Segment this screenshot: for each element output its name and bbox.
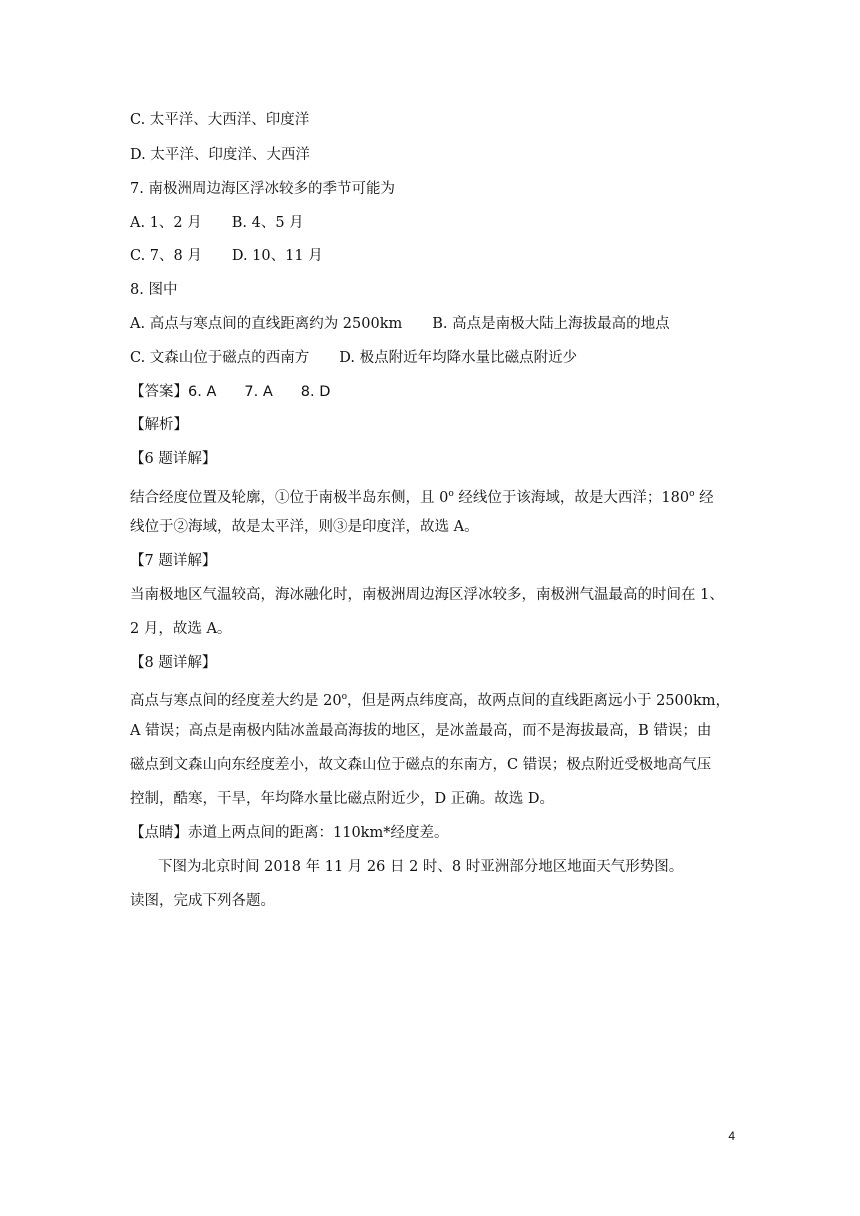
detail7-line2: 2 月，故选 A。 [130,621,232,637]
detail8-line1 [130,687,730,711]
detail7-line1: 当南极地区气温较高，海冰融化时，南极洲周边海区浮冰较多，南极洲气温最高的时间在 1、 [130,587,724,603]
detail6-text-a: 结合经度位置及轮廓，①位于南极半岛东侧，且 0 [130,490,449,506]
q8-option-a: A. 高点与寒点间的直线距离约为 2500km [130,316,403,332]
next-intro-line2: 读图，完成下列各题。 [130,893,275,909]
q8-stem: 8. 图中 [130,282,178,298]
answer-line [130,382,330,402]
detail8-text-b: ，但是两点纬度高，故两点间的直线距离远小于 2500km， [346,693,731,709]
q7-option-a: A. 1、2 月 [130,215,202,231]
tip-label: 【点睛】 [130,825,188,841]
tip-line [130,823,448,843]
answer-6: 6. A [188,384,217,400]
answer-label: 【答案】 [130,384,188,400]
q8-option-c: C. 文森山位于磁点的西南方 [130,350,310,366]
q6-option-c: C. 太平洋、大西洋、印度洋 [130,112,310,128]
degree-mark: o [341,692,347,702]
q7-option-b: B. 4、5 月 [231,215,304,231]
detail8-text-a: 高点与寒点间的经度差大约是 20 [130,693,342,709]
page-number: 4 [728,1129,735,1143]
detail6-label: 【6 题详解】 [130,451,217,467]
q7-stem: 7. 南极洲周边海区浮冰较多的季节可能为 [130,181,395,197]
q8-option-d: D. 极点附近年均降水量比磁点附近少 [339,350,578,366]
q7-options-row2 [130,246,323,266]
q8-option-b: B. 高点是南极大陆上海拔最高的地点 [432,316,670,332]
degree-mark: o [689,489,695,499]
detail6-line2: 线位于②海域，故是太平洋，则③是印度洋，故选 A。 [130,519,479,535]
detail8-line2: A 错误；高点是南极内陆冰盖最高海拔的地区，是冰盖最高，而不是海拔最高，B 错误；由 [130,723,712,739]
detail8-line4: 控制，酷寒，干旱，年均降水量比磁点附近少，D 正确。故选 D。 [130,791,554,807]
detail6-line1 [130,484,714,508]
q7-option-c: C. 7、8 月 [130,248,202,264]
detail8-label: 【8 题详解】 [130,655,217,671]
answer-7: 7. A [244,384,273,400]
q7-options-row1 [130,213,304,233]
answer-8: 8. D [300,384,331,400]
degree-mark: o [448,489,454,499]
q8-options-row1 [130,314,670,334]
detail6-text-b: 经线位于该海域，故是大西洋；180 [453,490,690,506]
detail8-line3: 磁点到文森山向东经度差小，故文森山位于磁点的东南方，C 错误；极点附近受极地高气压 [130,757,712,773]
q8-options-row2 [130,348,577,368]
detail6-text-c: 经 [694,490,714,506]
analysis-label: 【解析】 [130,417,188,433]
tip-text: 赤道上两点间的距离：110km*经度差。 [188,825,449,841]
detail7-label: 【7 题详解】 [130,553,217,569]
q7-option-d: D. 10、11 月 [231,248,323,264]
q6-option-d: D. 太平洋、印度洋、大西洋 [130,147,310,163]
next-intro-line1: 下图为北京时间 2018 年 11 月 26 日 2 时、8 时亚洲部分地区地面天气形势图。 [158,859,684,875]
